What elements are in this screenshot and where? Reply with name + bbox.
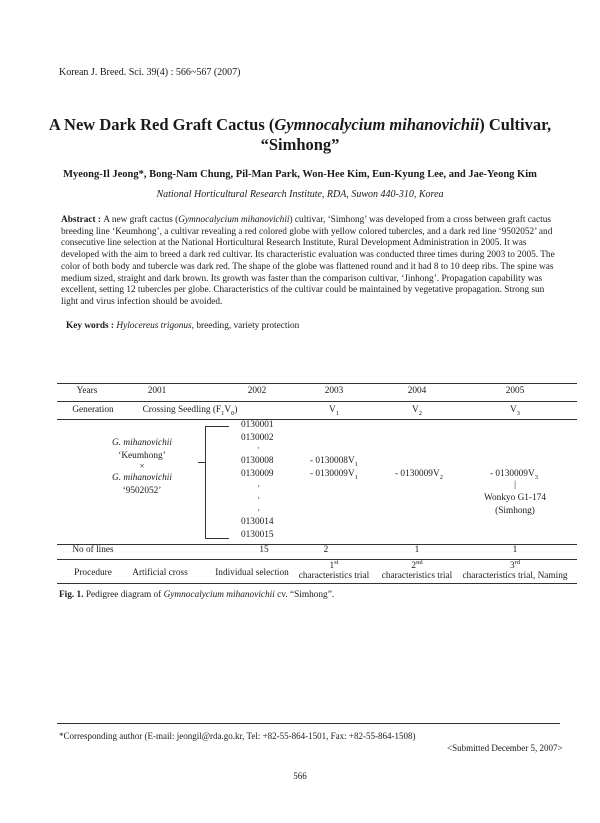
line-2002-1: 0130001 (241, 420, 274, 430)
caption-post: cv. “Simhong”. (274, 590, 335, 600)
procedure-label: Procedure (74, 568, 112, 578)
parent2-species-text: G. mihanovichii (112, 473, 172, 483)
procedure-2002: Individual selection (215, 568, 289, 578)
cross-symbol: × (139, 462, 145, 472)
bracket-vertical (205, 426, 206, 538)
abstract (61, 215, 561, 309)
procedure-2005-sup: rd (514, 559, 521, 566)
line-2002-8: · (257, 506, 261, 516)
author-list: Myeong-Il Jeong*, Bong-Nam Chung, Pil-Man Park, Won-Hee Kim, Eun-Kyung Lee, and Jae-Yeong Kim (63, 169, 537, 180)
year-2002: 2002 (247, 386, 267, 396)
table-bottom-rule (57, 583, 577, 584)
generation-2001-close: ) (234, 405, 238, 415)
paper-title (40, 115, 560, 155)
line-2003-1-sub: 1 (354, 460, 358, 468)
title-pre: A New Dark Red Graft Cactus ( (48, 115, 275, 134)
procedure-2003-sup: st (334, 559, 339, 566)
generation-2003 (329, 405, 339, 417)
line-2002-9: 0130014 (241, 517, 274, 527)
line-2005-name: Wonkyo G1-174 (483, 493, 547, 503)
generation-2001-sub0: 0 (231, 409, 235, 417)
line-2004 (395, 469, 443, 481)
years-label: Years (76, 386, 98, 396)
footnote-rule (57, 723, 560, 724)
abstract-text-1: A new graft cactus ( (103, 215, 179, 225)
generation-2001 (143, 405, 238, 417)
generation-2003-sub: 1 (335, 409, 339, 417)
line-2004-sub: 2 (439, 473, 443, 481)
line-2002-2: 0130002 (241, 433, 274, 443)
pedigree-figure (57, 383, 577, 583)
affiliation: National Horticultural Research Institute, RDA, Suwon 440-310, Korea (156, 189, 444, 200)
procedure-rule (57, 559, 577, 560)
line-2003-2 (310, 469, 358, 481)
line-2002-5: 0130009 (241, 469, 274, 479)
line-2005-bar: | (514, 480, 516, 490)
abstract-text-2: ) cultivar, ‘Simhong’ was developed from a cross between graft cactus breeding line ‘Keumhong’, a cultivar revealing a red colored globe with yellow colored tubercles, and a dark red line ‘9502052’ and consecutive line selection at the National Horticultural Research Institute, Rural Development Administration in 2005. It was developed with the aim to breed a dark red cultivar. Its characteristic evaluation was conducted three times during 2003 to 2005. The color of both body and tubercle was dark red. The shape of the globe was flattened round and it had 8 to 10 deep ribs. The spine was medium sized, straight and dark brown. Its growth was faster than the comparison cultivar, ‘Jinhong’. Propagation capability was excellent, setting 12 tubercles per globe. Characteristics of the cultivar could be maintained by vegetative propagation. Strong sun light and virus infection should be avoided. (61, 215, 555, 307)
generation-2004-v: V (412, 405, 419, 415)
no-lines-2003: 2 (323, 545, 329, 555)
generation-2004 (412, 405, 422, 417)
title-line2: “Simhong” (260, 135, 340, 154)
procedure-2001: Artificial cross (132, 568, 188, 578)
line-2003-2-text: - 0130009V (310, 469, 355, 479)
line-2003-2-sub: 1 (354, 473, 358, 481)
line-2005-cultivar: (Simhong) (495, 506, 535, 516)
generation-label: Generation (72, 405, 114, 415)
line-2002-7: · (257, 494, 261, 504)
year-2005: 2005 (505, 386, 525, 396)
procedure-2004-text: characteristics trial (381, 571, 453, 581)
year-2001: 2001 (147, 386, 167, 396)
generation-2005-sub: 3 (516, 409, 520, 417)
procedure-2003-num (330, 559, 339, 571)
generation-rule (57, 419, 577, 420)
line-2002-6: · (257, 482, 261, 492)
line-2002-3: · (257, 444, 261, 454)
year-2003: 2003 (324, 386, 344, 396)
parent2-species (112, 473, 172, 483)
procedure-2005-text: characteristics trial, Naming (462, 571, 568, 581)
table-top-rule (57, 383, 577, 384)
title-post: ) Cultivar, (479, 115, 552, 134)
submission-date: <Submitted December 5, 2007> (447, 743, 563, 753)
generation-2003-v: V (329, 405, 336, 415)
no-lines-rule (57, 544, 577, 545)
generation-2005 (510, 405, 520, 417)
journal-citation: Korean J. Breed. Sci. 39(4) : 566~567 (2007) (59, 67, 241, 78)
page-number: 566 (293, 771, 307, 781)
years-rule (57, 401, 577, 402)
line-2003-1 (310, 456, 358, 468)
bracket-top (205, 426, 229, 427)
line-2004-text: - 0130009V (395, 469, 440, 479)
parent2-name: ‘9502052’ (122, 486, 162, 496)
line-2005-text: - 0130009V (490, 469, 535, 479)
caption-pre: Pedigree diagram of (83, 590, 164, 600)
keywords-rest: , breeding, variety protection (191, 321, 300, 331)
bracket-bottom (205, 538, 229, 539)
parent1-species-text: G. mihanovichii (112, 438, 172, 448)
title-species: Gymnocalycium mihanovichii (274, 115, 480, 134)
no-lines-2005: 1 (512, 545, 518, 555)
procedure-2004-num (411, 559, 422, 571)
keywords-species: Hylocereus trigonus (116, 321, 192, 331)
parent1-species (112, 438, 172, 448)
no-lines-2002: 15 (259, 545, 269, 555)
line-2005-sub: 3 (534, 473, 538, 481)
abstract-species: Gymnocalycium mihanovichii (178, 215, 290, 225)
generation-2001-v: V (224, 405, 232, 415)
no-lines-label: No of lines (72, 545, 114, 555)
figure-caption (59, 590, 334, 600)
generation-2001-text: Crossing Seedling (F (142, 405, 222, 415)
line-2002-4: 0130008 (241, 456, 274, 466)
procedure-2004-sup: nd (416, 559, 423, 566)
caption-species: Gymnocalycium mihanovichii (163, 590, 275, 600)
generation-2004-sub: 2 (418, 409, 422, 417)
abstract-label: Abstract : (61, 215, 104, 225)
generation-2005-v: V (510, 405, 517, 415)
procedure-2004-num-text: 2 (411, 561, 417, 572)
line-2003-1-text: - 0130008V (310, 456, 355, 466)
caption-label: Fig. 1. (59, 590, 84, 600)
line-2002-10: 0130015 (241, 530, 274, 540)
year-2004: 2004 (407, 386, 427, 396)
procedure-2005-num-text: 3 (509, 561, 515, 572)
no-lines-2004: 1 (414, 545, 420, 555)
procedure-2005-num (510, 559, 520, 571)
corresponding-author-footnote: *Corresponding author (E-mail: jeongil@rda.go.kr, Tel: +82-55-864-1501, Fax: +82-55-864-1508) (59, 731, 416, 741)
procedure-2003-num-text: 1 (329, 561, 335, 572)
parent1-name: ‘Keumhong’ (118, 451, 166, 461)
generation-2001-sub1: 1 (221, 409, 225, 417)
keywords-label: Key words : (66, 321, 117, 331)
procedure-2003-text: characteristics trial (298, 571, 370, 581)
keywords (66, 321, 299, 331)
bracket-connector (198, 462, 205, 463)
